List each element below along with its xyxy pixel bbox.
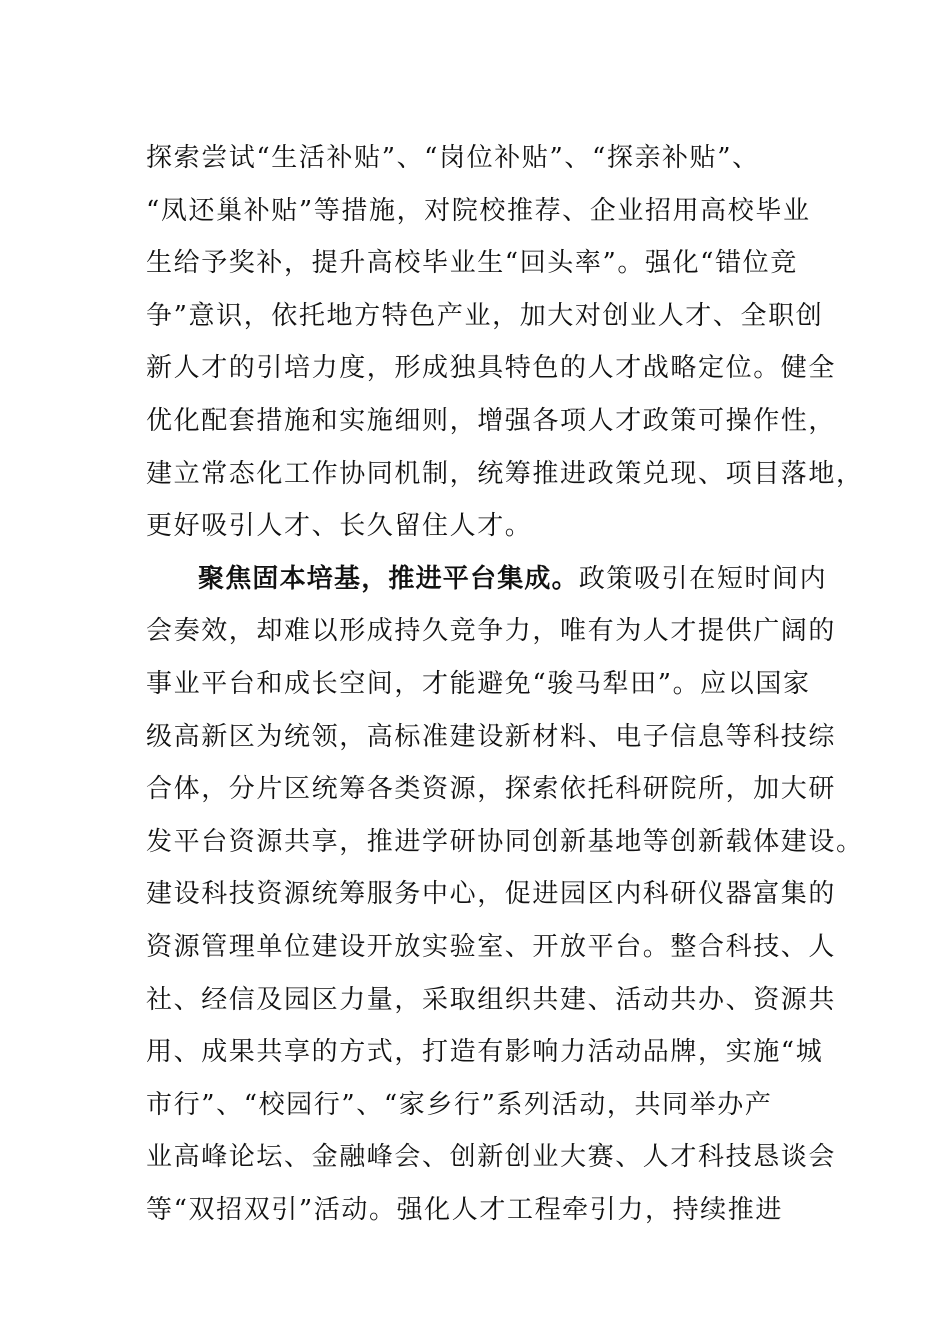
text-line: 市行”、“校园行”、“家乡行”系列活动，共同举办产 [146,1089,773,1120]
text-line: 用、成果共享的方式，打造有影响力活动品牌，实施“城 [146,1037,824,1068]
text-line: 合体，分片区统筹各类资源，探索依托科研院所，加大研 [146,774,837,805]
document-body [146,132,864,1236]
paragraph-2-first-line-text: 政策吸引在短时间内 [578,563,828,594]
text-line: “凤还巢补贴”等措施，对院校推荐、企业招用高校毕业 [146,195,811,226]
text-line: 等“双招双引”活动。强化人才工程牵引力，持续推进 [146,1194,783,1225]
text-line: 业高峰论坛、金融峰会、创新创业大赛、人才科技恳谈会 [146,1142,837,1173]
text-line: 建设科技资源统筹服务中心，促进园区内科研仪器富集的 [146,879,837,910]
text-line: 争”意识，依托地方特色产业，加大对创业人才、全职创 [146,300,824,331]
text-line: 更好吸引人才、长久留住人才。 [146,511,533,542]
paragraph-2 [146,553,864,1237]
text-line: 生给予奖补，提升高校毕业生“回头率”。强化“错位竞 [146,248,798,279]
text-line: 优化配套措施和实施细则，增强各项人才政策可操作性， [146,405,837,436]
paragraph-1 [146,132,864,553]
paragraph-2-first-line [146,553,828,606]
text-line: 建立常态化工作协同机制，统筹推进政策兑现、项目落地， [146,458,864,489]
text-line: 探索尝试“生活补贴”、“岗位补贴”、“探亲补贴”、 [146,143,760,173]
text-line: 级高新区为统领，高标准建设新材料、电子信息等科技综 [146,721,837,752]
text-line: 事业平台和成长空间，才能避免“骏马犁田”。应以国家 [146,668,811,699]
text-line: 社、经信及园区力量，采取组织共建、活动共办、资源共 [146,984,837,1015]
paragraph-heading: 聚焦固本培基，推进平台集成。 [198,563,579,594]
text-line: 新人才的引培力度，形成独具特色的人才战略定位。健全 [146,353,837,384]
text-line: 会奏效，却难以形成持久竞争力，唯有为人才提供广阔的 [146,616,837,647]
text-line: 发平台资源共享，推进学研协同创新基地等创新载体建设。 [146,826,864,857]
text-line: 资源管理单位建设开放实验室、开放平台。整合科技、人 [146,931,837,962]
